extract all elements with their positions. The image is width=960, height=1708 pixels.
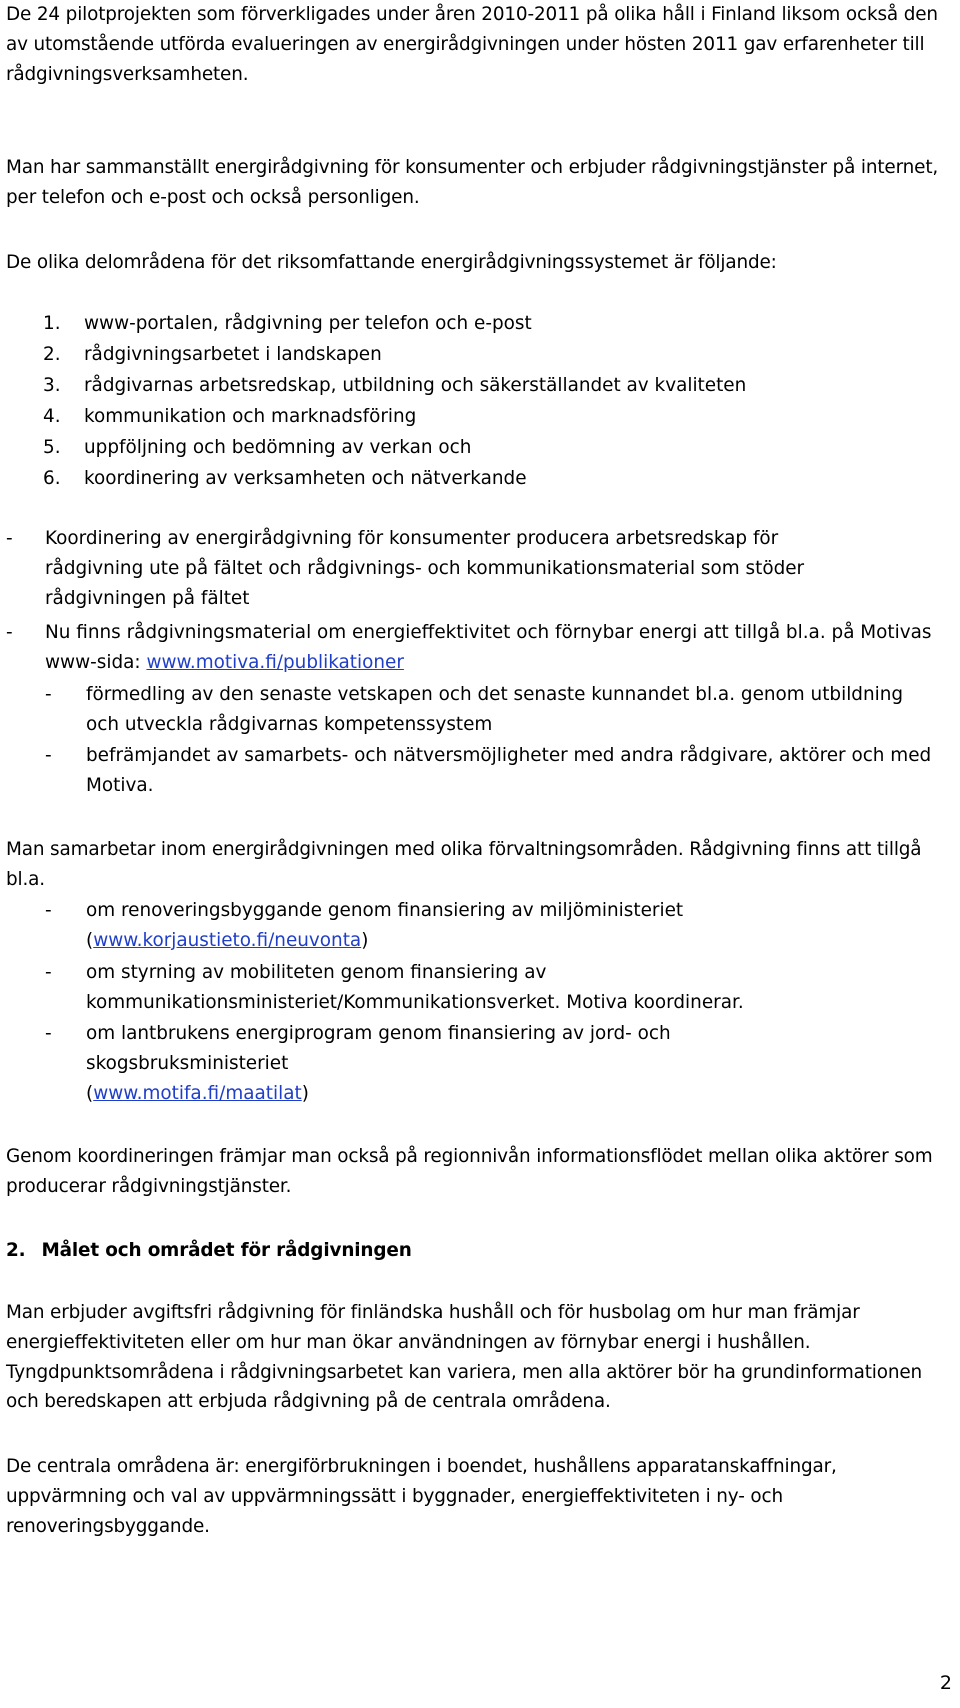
- list-item: [6, 370, 951, 401]
- heading-number: 2.: [6, 1240, 26, 1261]
- list-number: 5.: [43, 437, 61, 458]
- sub-bullet-knowledge: förmedling av den senaste vetskapen och det senaste kunnandet bl.a. genom utbildning och utveckla rådgivarnas kompetenssystem: [86, 684, 904, 735]
- sub-bullet-dash: -: [45, 684, 52, 705]
- bullet-dash: -: [6, 622, 13, 643]
- paragraph-regional: Genom koordineringen främjar man också på regionnivån informationsflödet mellan olika aktörer som producerar rådgivningstjänster.: [6, 1146, 933, 1197]
- list-item: [6, 308, 951, 339]
- sub-bullet-dash: -: [45, 962, 52, 983]
- sub-bullet-dash: -: [45, 745, 52, 766]
- paragraph-consumer-advice: Man har sammanställt energirådgivning för konsumenter och erbjuder rådgivningstjänster på internet, per telefon och e-post och också personligen.: [6, 157, 939, 208]
- list-item: [6, 401, 951, 432]
- list-number: 6.: [43, 468, 61, 489]
- paragraph-pilot-projects: De 24 pilotprojekten som förverkligades under åren 2010-2011 på olika håll i Finland liksom också den av utomstående utförda evalueringen av energirådgivningen under hösten 2011 gav erfarenheter till rådgivningsverksamheten.: [6, 4, 938, 85]
- paren-close: ): [301, 1082, 309, 1104]
- list-number: 2.: [43, 344, 61, 365]
- list-text: uppföljning och bedömning av verkan och: [84, 437, 472, 458]
- list-number: 3.: [43, 375, 61, 396]
- coop-renovation-text: om renoveringsbyggande genom finansiering av miljöministeriet: [86, 900, 684, 921]
- sub-bullet-dash: -: [45, 900, 52, 921]
- motifa-link[interactable]: www.motifa.fi/maatilat: [93, 1082, 302, 1104]
- sub-bullet-cooperation: befrämjandet av samarbets- och nätversmöjligheter med andra rådgivare, aktörer och med Motiva.: [86, 745, 932, 796]
- paragraph-cooperation: Man samarbetar inom energirådgivningen med olika förvaltningsområden. Rådgivning finns att tillgå bl.a.: [6, 839, 922, 890]
- sub-bullet-dash: -: [45, 1023, 52, 1044]
- bullet-material-text: Nu finns rådgivningsmaterial om energieffektivitet och förnybar energi att tillgå bl.a. på Motivas www-sida:: [45, 622, 932, 673]
- list-text: rådgivningsarbetet i landskapen: [84, 344, 382, 365]
- coop-renovation: [86, 896, 926, 956]
- bullet-coordination: Koordinering av energirådgivning för konsumenter producera arbetsredskap för rådgivning ute på fältet och rådgivnings- och kommunikationsmaterial som stöder rådgivningen på fältet: [45, 528, 805, 609]
- paragraph-free-advice: Man erbjuder avgiftsfri rådgivning för finländska hushåll och för husbolag om hur man främjar energieffektiviteten eller om hur man ökar användningen av förnybar energi i hushållen. Tyngdpunktsområdena i rådgivningsarbetet kan variera, men alla aktörer bör ha grundinformationen och beredskapen att erbjuda rådgivning på de centrala områdena.: [6, 1302, 923, 1413]
- section-heading: [6, 1236, 951, 1266]
- numbered-list: [6, 308, 951, 494]
- list-text: kommunikation och marknadsföring: [84, 406, 417, 427]
- motiva-publications-link[interactable]: www.motiva.fi/publikationer: [146, 651, 404, 673]
- paragraph-subareas-intro: De olika delområdena för det riksomfattande energirådgivningssystemet är följande:: [6, 252, 777, 273]
- bullet-material: [45, 618, 951, 678]
- bullet-dash: -: [6, 528, 13, 549]
- list-item: [6, 339, 951, 370]
- coop-mobility: om styrning av mobiliteten genom finansiering av kommunikationsministeriet/Kommunikationsverket. Motiva koordinerar.: [86, 962, 744, 1013]
- page-number: 2: [939, 1672, 952, 1694]
- coop-agriculture: [86, 1019, 766, 1108]
- paragraph-central-areas: De centrala områdena är: energiförbrukningen i boendet, hushållens apparatanskaffningar, uppvärmning och val av uppvärmningssätt i byggnader, energieffektiviteten i ny- och renoveringsbyggande.: [6, 1456, 837, 1537]
- list-text: www-portalen, rådgivning per telefon och e-post: [84, 313, 532, 334]
- heading-title: Målet och området för rådgivningen: [41, 1240, 412, 1261]
- paren-close: ): [361, 929, 369, 951]
- coop-agriculture-text: om lantbrukens energiprogram genom finansiering av jord- och skogsbruksministeriet: [86, 1023, 671, 1074]
- list-text: koordinering av verksamheten och nätverkande: [84, 468, 527, 489]
- list-item: [6, 432, 951, 463]
- list-text: rådgivarnas arbetsredskap, utbildning och säkerställandet av kvaliteten: [84, 375, 747, 396]
- korjaustieto-link[interactable]: www.korjaustieto.fi/neuvonta: [93, 929, 362, 951]
- list-number: 1.: [43, 313, 61, 334]
- paren-open: (: [86, 1082, 94, 1104]
- paren-open: (: [86, 929, 94, 951]
- list-item: [6, 463, 951, 494]
- list-number: 4.: [43, 406, 61, 427]
